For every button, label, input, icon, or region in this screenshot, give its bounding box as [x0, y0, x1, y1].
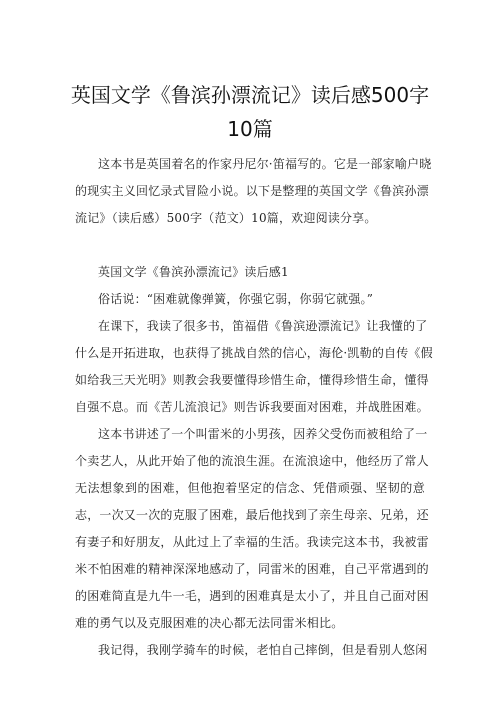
- body-line: 个卖艺人，从此开始了他的流浪生涯。在流浪途中，他经历了常人: [75, 454, 429, 468]
- body-line: 这本书讲述了一个叫雷米的小男孩，因养父受伤而被租给了一: [98, 427, 428, 441]
- intro-line: 这本书是英国着名的作家丹尼尔·笛福写的。它是一部家喻户晓: [98, 157, 432, 171]
- body-line: 有妻子和好朋友，从此过上了幸福的生活。我读完这本书，我被雷: [75, 535, 429, 549]
- body-line: 在课下，我读了很多书，笛福借《鲁滨逊漂流记》让我懂的了: [98, 319, 428, 333]
- body-line: 米不怕困难的精神深深地感动了，同雷米的困难，自己平常遇到的: [75, 562, 429, 576]
- body-line: 什么是开拓进取，也获得了挑战自然的信心，海伦·凯勒的自传《假: [75, 346, 433, 360]
- body-line: 俗话说：“困难就像弹簧，你强它弱，你弱它就强。”: [98, 292, 374, 306]
- section-heading: 英国文学《鲁滨孙漂流记》读后感1: [98, 265, 289, 279]
- intro-line: 流记》（读后感）500字（范文）10篇，欢迎阅读分享。: [75, 211, 377, 225]
- document-title-line-2: 10篇: [227, 117, 273, 141]
- body-line: 如给我三天光明》则教会我要懂得珍惜生命，懂得珍惜生命，懂得: [75, 373, 429, 387]
- body-line: 无法想象到的困难，但他抱着坚定的信念、凭借顽强、坚韧的意: [75, 481, 425, 495]
- intro-line: 的现实主义回忆录式冒险小说。以下是整理的英国文学《鲁滨孙漂: [75, 184, 429, 198]
- body-line: 自强不息。而《苦儿流浪记》则告诉我要面对困难，并战胜困难。: [75, 400, 429, 414]
- body-line: 的困难简直是九牛一毛，遇到的困难真是太小了，并且自己面对困: [75, 589, 429, 603]
- body-line: 我记得，我刚学骑车的时候，老怕自己摔倒，但是看别人悠闲: [98, 643, 428, 657]
- body-line: 难的勇气以及克服困难的决心都无法同雷米相比。: [75, 616, 344, 630]
- body-line: 志，一次又一次的克服了困难，最后他找到了亲生母亲、兄弟，还: [75, 508, 429, 522]
- document-title-line-1: 英国文学《鲁滨孙漂流记》读后感500字: [70, 83, 430, 107]
